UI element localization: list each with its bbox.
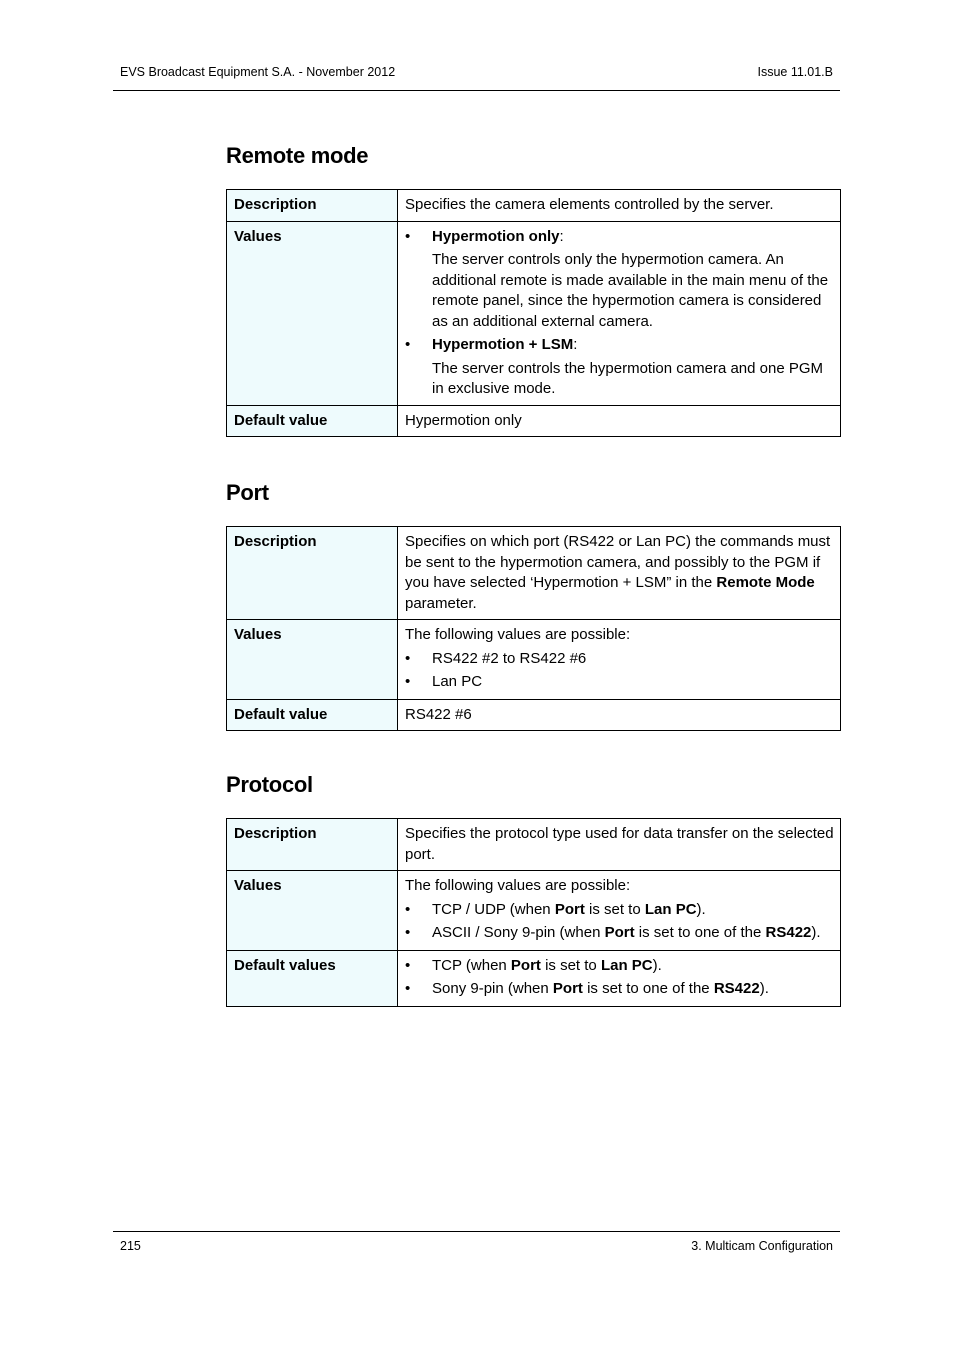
protocol-table <box>226 818 841 1007</box>
row-value: Hypermotion only <box>398 405 841 437</box>
table-row <box>227 699 841 731</box>
table-row <box>227 950 841 1006</box>
table-row <box>227 405 841 437</box>
values-intro: The following values are possible: <box>405 626 631 643</box>
values-intro: The following values are possible: <box>405 877 631 894</box>
list-item: • TCP (when Port is set to Lan PC). <box>405 956 835 977</box>
row-key: Description <box>227 819 398 871</box>
values-list <box>405 227 835 248</box>
option-description: The server controls only the hypermotion camera. An additional remote is made available in the main menu of the remote panel, since the hypermotion camera is considered as an additional external camera. <box>432 251 829 330</box>
row-key: Values <box>227 871 398 951</box>
row-value <box>398 950 841 1006</box>
header-issue: Issue 11.01.B <box>757 65 833 79</box>
row-key: Description <box>227 527 398 620</box>
row-key: Description <box>227 190 398 222</box>
row-value: Specifies on which port (RS422 or Lan PC) the commands must be sent to the hypermotion camera, and possibly to the PGM if you have selected ‘Hypermotion + LSM” in the Remote Mode parameter. <box>398 527 841 620</box>
values-list <box>405 649 835 693</box>
list-item: • Lan PC <box>405 672 835 693</box>
table-row <box>227 871 841 951</box>
list-item: • Sony 9-pin (when Port is set to one of the RS422). <box>405 979 835 1000</box>
row-value: Specifies the camera elements controlled by the server. <box>398 190 841 222</box>
list-item: • Hypermotion only: <box>405 227 835 248</box>
row-value: Specifies the protocol type used for data transfer on the selected port. <box>398 819 841 871</box>
table-row <box>227 527 841 620</box>
list-item: • TCP / UDP (when Port is set to Lan PC). <box>405 900 835 921</box>
row-value <box>398 871 841 951</box>
remote-mode-heading: Remote mode <box>226 143 369 168</box>
option-description: The server controls the hypermotion camera and one PGM in exclusive mode. <box>432 359 824 397</box>
defaults-list <box>405 956 835 1000</box>
port-table <box>226 526 841 731</box>
list-item: • ASCII / Sony 9-pin (when Port is set to one of the RS422). <box>405 923 835 944</box>
protocol-heading: Protocol <box>226 772 313 797</box>
row-key: Values <box>227 221 398 405</box>
values-list <box>405 900 835 944</box>
table-row <box>227 620 841 700</box>
list-item: • Hypermotion + LSM: <box>405 335 835 356</box>
list-item: • RS422 #2 to RS422 #6 <box>405 649 835 670</box>
page-footer <box>113 1231 840 1253</box>
row-key: Default value <box>227 405 398 437</box>
table-row <box>227 819 841 871</box>
row-key: Values <box>227 620 398 700</box>
remote-mode-table <box>226 189 841 437</box>
row-key: Default value <box>227 699 398 731</box>
table-row <box>227 190 841 222</box>
row-value <box>398 221 841 405</box>
row-value: RS422 #6 <box>398 699 841 731</box>
page-number: 215 <box>120 1239 141 1253</box>
row-value <box>398 620 841 700</box>
port-heading: Port <box>226 480 269 505</box>
chapter-title: 3. Multicam Configuration <box>691 1239 833 1253</box>
row-key: Default values <box>227 950 398 1006</box>
page-header <box>113 0 840 91</box>
table-row <box>227 221 841 405</box>
header-publisher: EVS Broadcast Equipment S.A. - November 2012 <box>120 65 396 79</box>
